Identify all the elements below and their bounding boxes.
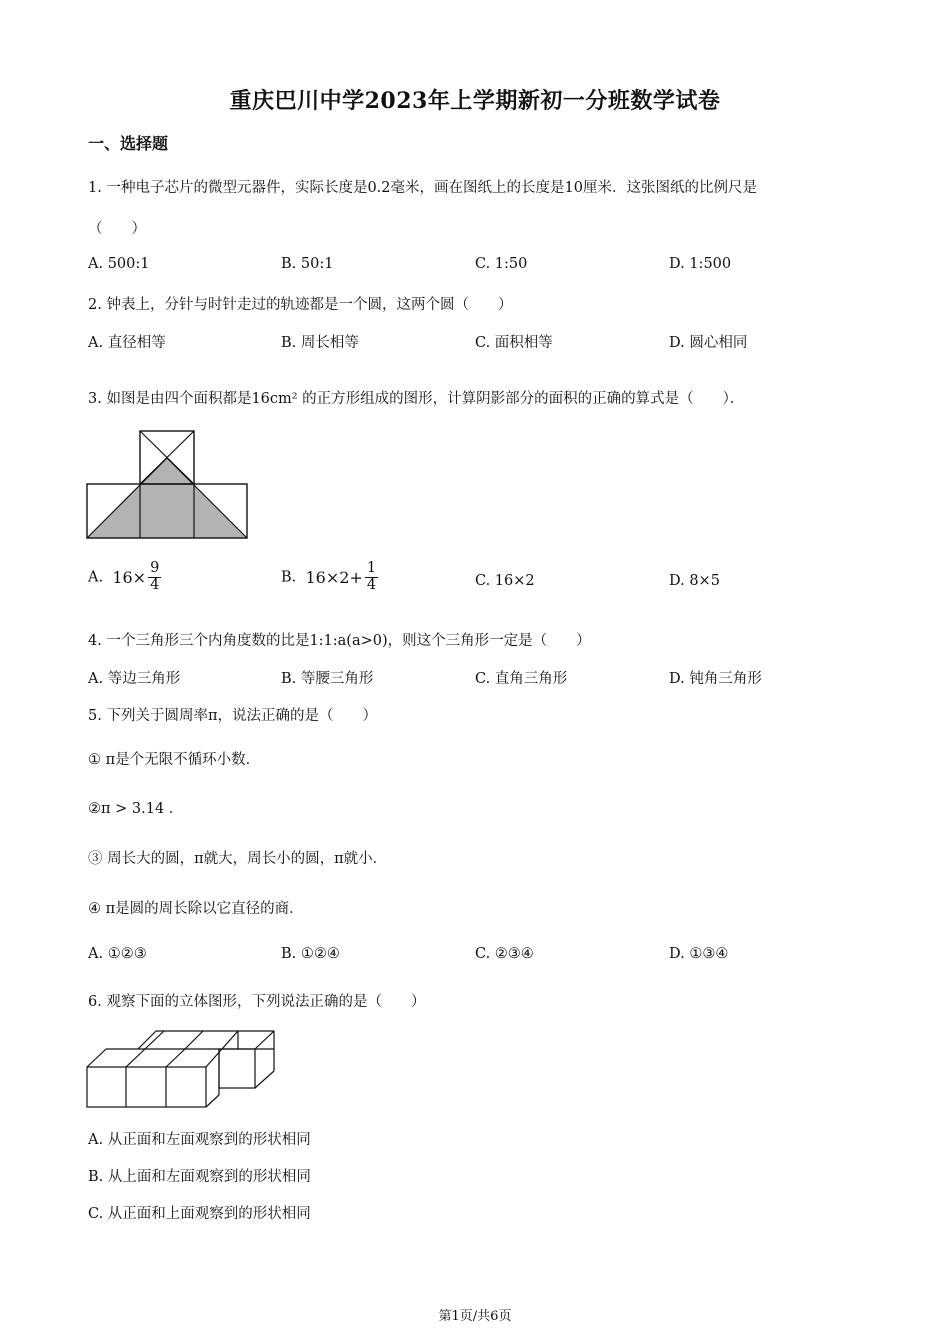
q1-option-b: B. 50:1 (281, 256, 334, 272)
q4-option-a: A. 等边三角形 (88, 671, 181, 687)
q1-option-a: A. 500:1 (88, 256, 150, 272)
question-2-stem: 2. 钟表上，分针与时针走过的轨迹都是一个圆，这两个圆（ ） (88, 297, 513, 313)
q3-option-d: D. 8×5 (669, 573, 720, 589)
q2-option-c: C. 面积相等 (475, 335, 553, 351)
q5-option-b: B. ①②④ (281, 946, 340, 962)
question-5-stem: 5. 下列关于圆周率π，说法正确的是（ ） (88, 708, 377, 724)
page-footer: 第1页/共6页 (438, 1309, 512, 1324)
q2-option-b: B. 周长相等 (281, 335, 359, 351)
shaded-triangle (87, 458, 247, 538)
q6-option-b: B. 从上面和左面观察到的形状相同 (88, 1169, 311, 1185)
question-1-stem-cont: （ ） (88, 221, 146, 237)
q2-option-a: A. 直径相等 (88, 335, 166, 351)
q5-statement-1: ① π是个无限不循环小数． (88, 752, 261, 768)
section-heading: 一、选择题 (88, 134, 169, 153)
q3-option-a: A. 16× $\frac{9}{4}$ (88, 560, 160, 593)
q3-option-c: C. 16×2 (475, 573, 535, 589)
q4-option-c: C. 直角三角形 (475, 671, 568, 687)
q6-option-c: C. 从正面和上面观察到的形状相同 (88, 1206, 311, 1222)
q5-option-c: C. ②③④ (475, 946, 534, 962)
question-3-stem: 3. 如图是由四个面积都是16cm² 的正方形组成的图形，计算阴影部分的面积的正确的算式是（ ）． (88, 391, 745, 407)
q4-option-d: D. 钝角三角形 (669, 671, 762, 687)
page-title: 重庆巴川中学2023年上学期新初一分班数学试卷 (229, 88, 721, 114)
q2-option-d: D. 圆心相同 (669, 335, 748, 351)
q5-statement-2: ②π > 3.14 ． (88, 801, 184, 817)
q6-option-a: A. 从正面和左面观察到的形状相同 (88, 1132, 311, 1148)
q4-option-b: B. 等腰三角形 (281, 671, 374, 687)
q1-option-d: D. 1:500 (669, 256, 732, 272)
q3-option-b: B. 16×2+ $\frac{1}{4}$ (281, 560, 377, 593)
squares-figure (86, 430, 250, 540)
q5-statement-3: ③ 周长大的圆，π就大，周长小的圆，π就小． (88, 851, 388, 867)
question-6-stem: 6. 观察下面的立体图形，下列说法正确的是（ ） (88, 994, 426, 1010)
cubes-figure (86, 1029, 278, 1109)
q5-statement-4: ④ π是圆的周长除以它直径的商． (88, 901, 304, 917)
question-1-stem: 1. 一种电子芯片的微型元器件，实际长度是0.2毫米，画在图纸上的长度是10厘米．这张图纸的比例尺是 (88, 180, 757, 196)
question-4-stem: 4. 一个三角形三个内角度数的比是1:1:a(a>0)，则这个三角形一定是（ ） (88, 633, 591, 649)
q1-option-c: C. 1:50 (475, 256, 528, 272)
q5-option-a: A. ①②③ (88, 946, 147, 962)
q5-option-d: D. ①③④ (669, 946, 729, 962)
